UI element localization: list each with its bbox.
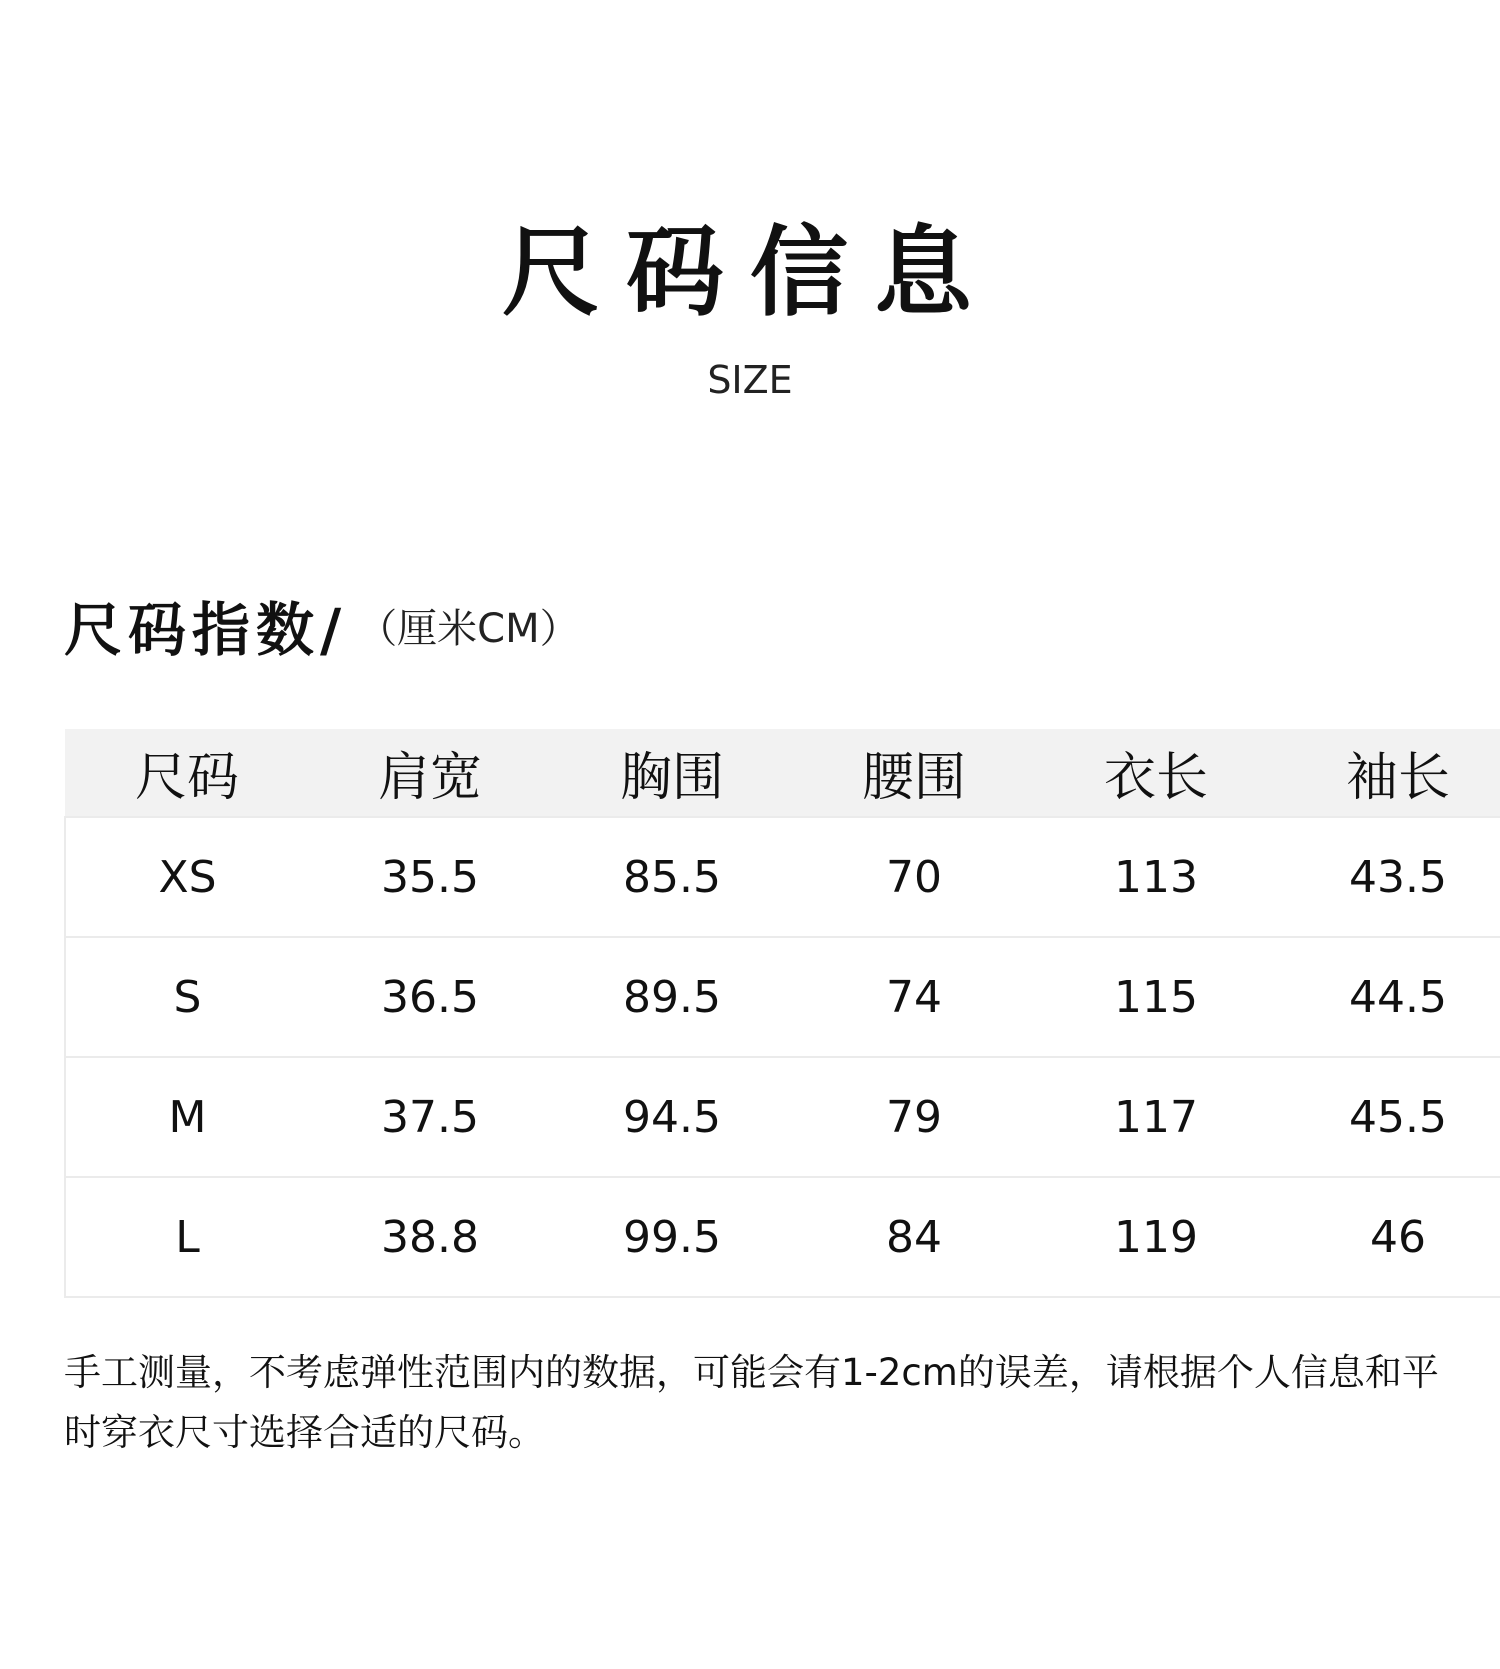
- table-cell: 99.5: [623, 1211, 721, 1263]
- column-header-chest: 胸围: [619, 748, 724, 808]
- table-cell: 70: [886, 851, 942, 903]
- table-row: [65, 937, 1500, 1057]
- page-subtitle: SIZE: [707, 358, 793, 402]
- table-cell: 89.5: [623, 971, 721, 1023]
- note-line-2: 时穿衣尺寸选择合适的尺码。: [64, 1411, 545, 1454]
- table-cell: 43.5: [1349, 851, 1447, 903]
- table-cell: 94.5: [623, 1091, 721, 1143]
- page-title: 尺码信息: [501, 216, 998, 330]
- table-cell-size: S: [65, 937, 309, 1057]
- table-cell: 38.8: [381, 1211, 479, 1263]
- section-heading-label: 尺码指数/: [64, 596, 348, 664]
- table-cell: 79: [886, 1091, 942, 1143]
- table-row: [65, 817, 1500, 937]
- section-heading: [64, 590, 580, 664]
- table-cell: 36.5: [381, 971, 479, 1023]
- table-cell: 113: [1114, 851, 1198, 903]
- column-header-shoulder: 肩宽: [377, 748, 482, 808]
- table-cell: 37.5: [381, 1091, 479, 1143]
- note-line-1: 手工测量，不考虑弹性范围内的数据，可能会有1-2cm的误差，请根据个人信息和平: [64, 1351, 1439, 1394]
- table-cell-size: L: [65, 1177, 309, 1297]
- table-cell: 46: [1370, 1211, 1426, 1263]
- table-cell: 44.5: [1349, 971, 1447, 1023]
- table-cell-size: XS: [65, 817, 309, 937]
- table-row: [65, 1177, 1500, 1297]
- table-cell: 117: [1114, 1091, 1198, 1143]
- table-cell: 85.5: [623, 851, 721, 903]
- table-cell: 45.5: [1349, 1091, 1447, 1143]
- table-header-row: [65, 729, 1500, 817]
- table-cell: 35.5: [381, 851, 479, 903]
- table-cell: 115: [1114, 971, 1198, 1023]
- section-unit-label: （厘米CM）: [357, 605, 580, 652]
- column-header-length: 衣长: [1103, 748, 1208, 808]
- table-cell: 74: [886, 971, 942, 1023]
- size-table: [64, 729, 1500, 1298]
- column-header-sleeve: 袖长: [1345, 748, 1450, 808]
- measurement-note: [64, 1343, 1500, 1473]
- table-row: [65, 1057, 1500, 1177]
- table-cell: 119: [1114, 1211, 1198, 1263]
- table-cell-size: M: [65, 1057, 309, 1177]
- table-cell: 84: [886, 1211, 942, 1263]
- column-header-size: 尺码: [134, 748, 239, 808]
- column-header-waist: 腰围: [861, 748, 966, 808]
